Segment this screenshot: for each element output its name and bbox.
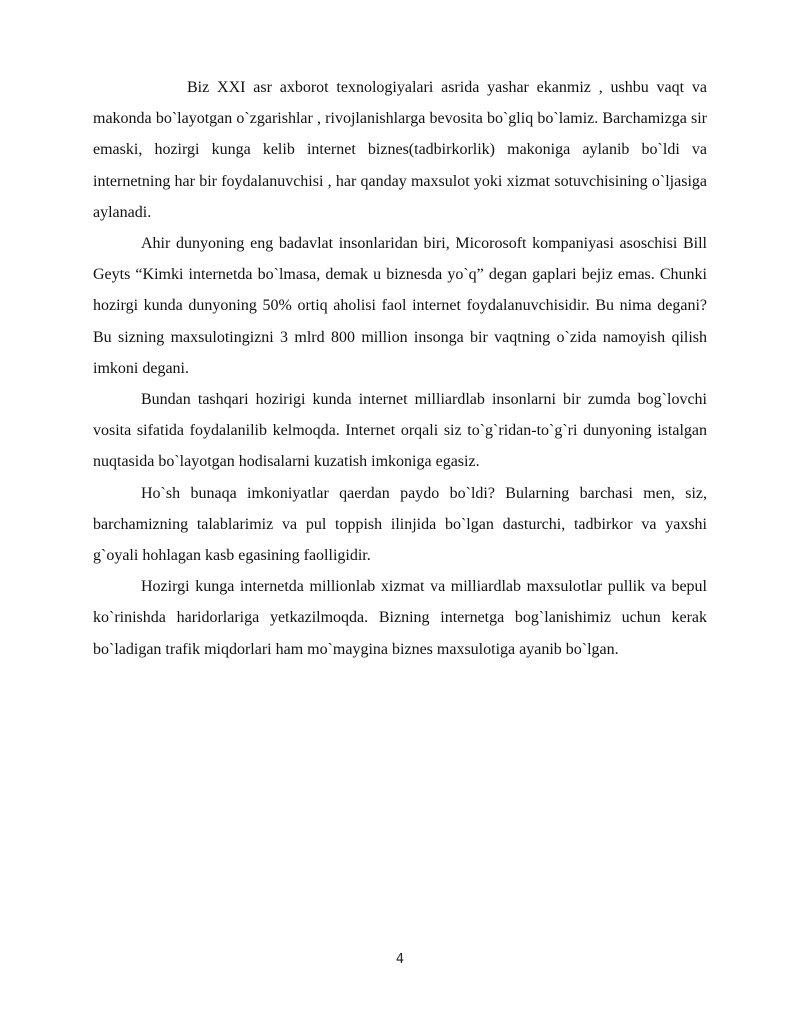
page-number: 4	[395, 952, 405, 967]
paragraph-2: Ahir dunyoning eng badavlat insonlaridan biri, Micorosoft kompaniyasi asoschisi Bill Geyts “Kimki internetda bo`lmasa, demak u biznesda yo`q” degan gaplari bejiz emas. Chunki hozirgi kunda dunyoning 50% ortiq aholisi faol internet foydalanuvchisidir. Bu nima degani? Bu sizning maxsulotingizni 3 mlrd 800 million insonga bir vaqtning o`zida namoyish qilish imkoni degani.	[93, 235, 707, 377]
paragraph-5: Hozirgi kunga internetda millionlab xizmat va milliardlab maxsulotlar pullik va bepul ko`rinishda haridorlariga yetkazilmoqda. Bizning internetga bog`lanishimiz uchun kerak bo`ladigan trafik miqdorlari ham mo`maygina biznes maxsulotiga ayanib bo`lgan.	[93, 578, 707, 658]
paragraph-1: Biz XXI asr axborot texnologiyalari asrida yashar ekanmiz , ushbu vaqt va makonda bo`layotgan o`zgarishlar , rivojlanishlarga bevosita bo`gliq bo`lamiz. Barchamizga sir emaski, hozirgi kunga kelib internet biznes(tadbirkorlik) makoniga aylanib bo`ldi va internetning har bir foydalanuvchisi , har qanday maxsulot yoki xizmat sotuvchisining o`ljasiga aylanadi.	[93, 79, 707, 221]
paragraph-4: Ho`sh bunaqa imkoniyatlar qaerdan paydo bo`ldi? Bularning barchasi men, siz, barchamizning talablarimiz va pul toppish ilinjida bo`lgan dasturchi, tadbirkor va yaxshi g`oyali hohlagan kasb egasining faolligidir.	[93, 484, 707, 565]
body-text	[93, 72, 707, 665]
paragraph-3: Bundan tashqari hozirigi kunda internet milliardlab insonlarni bir zumda bog`lovchi vosita sifatida foydalanilib kelmoqda. Internet orqali siz to`g`ridan-to`g`ri dunyoning istalgan nuqtasida bo`layotgan hodisalarni kuzatish imkoniga egasiz.	[93, 391, 707, 471]
